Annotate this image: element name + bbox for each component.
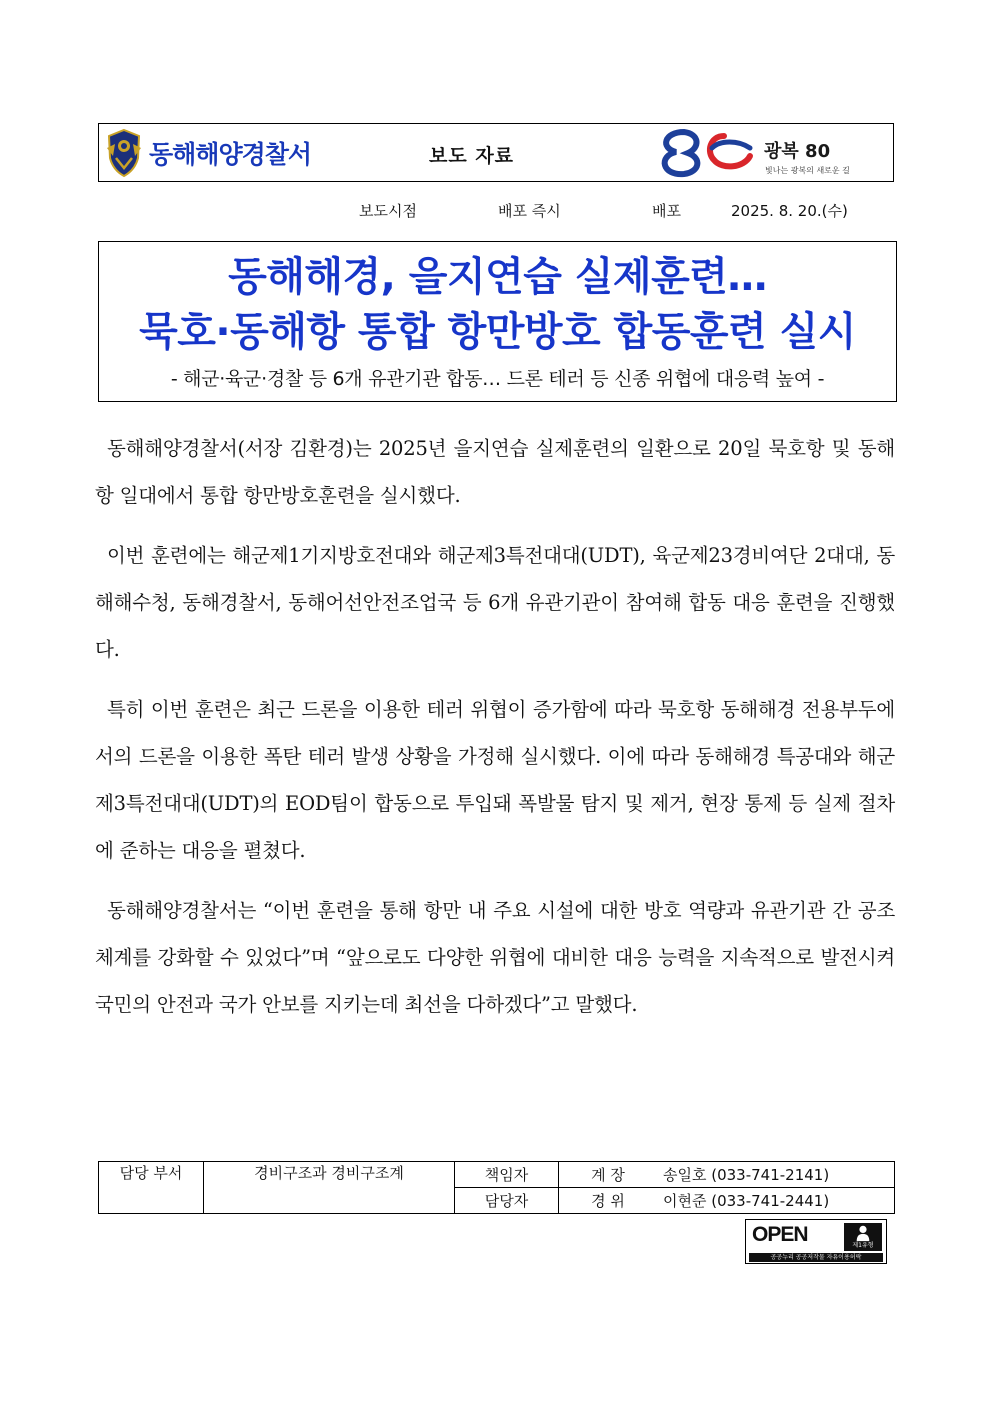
release-time-label: 보도시점: [359, 202, 417, 220]
type-label: 제1유형: [852, 1242, 874, 1249]
org-name: 동해해양경찰서: [149, 140, 312, 169]
contact-role: 담당자: [455, 1188, 559, 1214]
article-body: [95, 425, 895, 1041]
press-release-label: 보도 자료: [429, 145, 515, 167]
kogl-open-badge: [745, 1219, 887, 1264]
contact-role: 책임자: [455, 1162, 559, 1188]
body-paragraph: 동해해양경찰서는 “이번 훈련을 통해 항만 내 주요 시설에 대한 방호 역량과 유관기관 간 공조체계를 강화할 수 있었다”며 “앞으로도 다양한 위협에 대비한 대응 능력을 지속적으로 발전시켜 국민의 안전과 국가 안보를 지키는데 최선을 다하겠다”고 말했다.: [95, 899, 895, 1016]
distribution-label: 배포: [652, 202, 681, 220]
dept-value: 경비구조과 경비구조계: [204, 1162, 455, 1214]
body-paragraph: 동해해양경찰서(서장 김환경)는 2025년 을지연습 실제훈련의 일환으로 20일 묵호항 및 동해항 일대에서 통합 항만방호훈련을 실시했다.: [95, 437, 895, 507]
contact-person: 이현준 (033-741-2441): [657, 1188, 895, 1214]
open-label: OPEN: [752, 1223, 808, 1246]
headline-line-2: 묵호·동해항 통합 항만방호 합동훈련 실시: [139, 309, 856, 355]
anniversary-subtitle: 빛나는 광복의 새로운 길: [765, 166, 850, 175]
dept-label: 담당 부서: [99, 1162, 204, 1214]
table-row: [99, 1162, 895, 1188]
contact-person: 송일호 (033-741-2141): [657, 1162, 895, 1188]
coast-guard-emblem-icon: [105, 128, 143, 178]
headline-line-1: 동해해경, 을지연습 실제훈련…: [228, 254, 767, 300]
contact-table: [98, 1161, 895, 1214]
release-time-value: 배포 즉시: [498, 202, 561, 220]
type-badge: [844, 1223, 882, 1251]
contact-rank: 경 위: [559, 1188, 658, 1214]
body-paragraph: 특히 이번 훈련은 최근 드론을 이용한 테러 위협이 증가함에 따라 묵호항 동해해경 전용부두에서의 드론을 이용한 폭탄 테러 발생 상황을 가정해 실시했다. 이에 따라 동해해경 특공대와 해군제3특전대대(UDT)의 EOD팀이 합동으로 투입돼 폭발물 탐지 및 제거, 현장 통제 등 실제 절차에 준하는 대응을 펼쳤다.: [95, 698, 895, 862]
contact-rank: 계 장: [559, 1162, 658, 1188]
liberation-80-logo-icon: [654, 126, 758, 180]
open-caption: 공공누리 공공저작물 자유이용허락: [749, 1253, 883, 1262]
headline-box: [98, 241, 897, 402]
person-icon: [844, 1224, 882, 1242]
press-header: [98, 123, 894, 182]
headline-subtitle: - 해군·육군·경찰 등 6개 유관기관 합동… 드론 테러 등 신종 위협에 대응력 높여 -: [170, 368, 825, 390]
body-paragraph: 이번 훈련에는 해군제1기지방호전대와 해군제3특전대대(UDT), 육군제23경비여단 2대대, 동해해수청, 동해경찰서, 동해어선안전조업국 등 6개 유관기관이 참여해 합동 대응 훈련을 진행했다.: [95, 544, 895, 661]
distribution-date: 2025. 8. 20.(수): [731, 202, 848, 220]
anniversary-title: 광복 80: [764, 141, 831, 162]
